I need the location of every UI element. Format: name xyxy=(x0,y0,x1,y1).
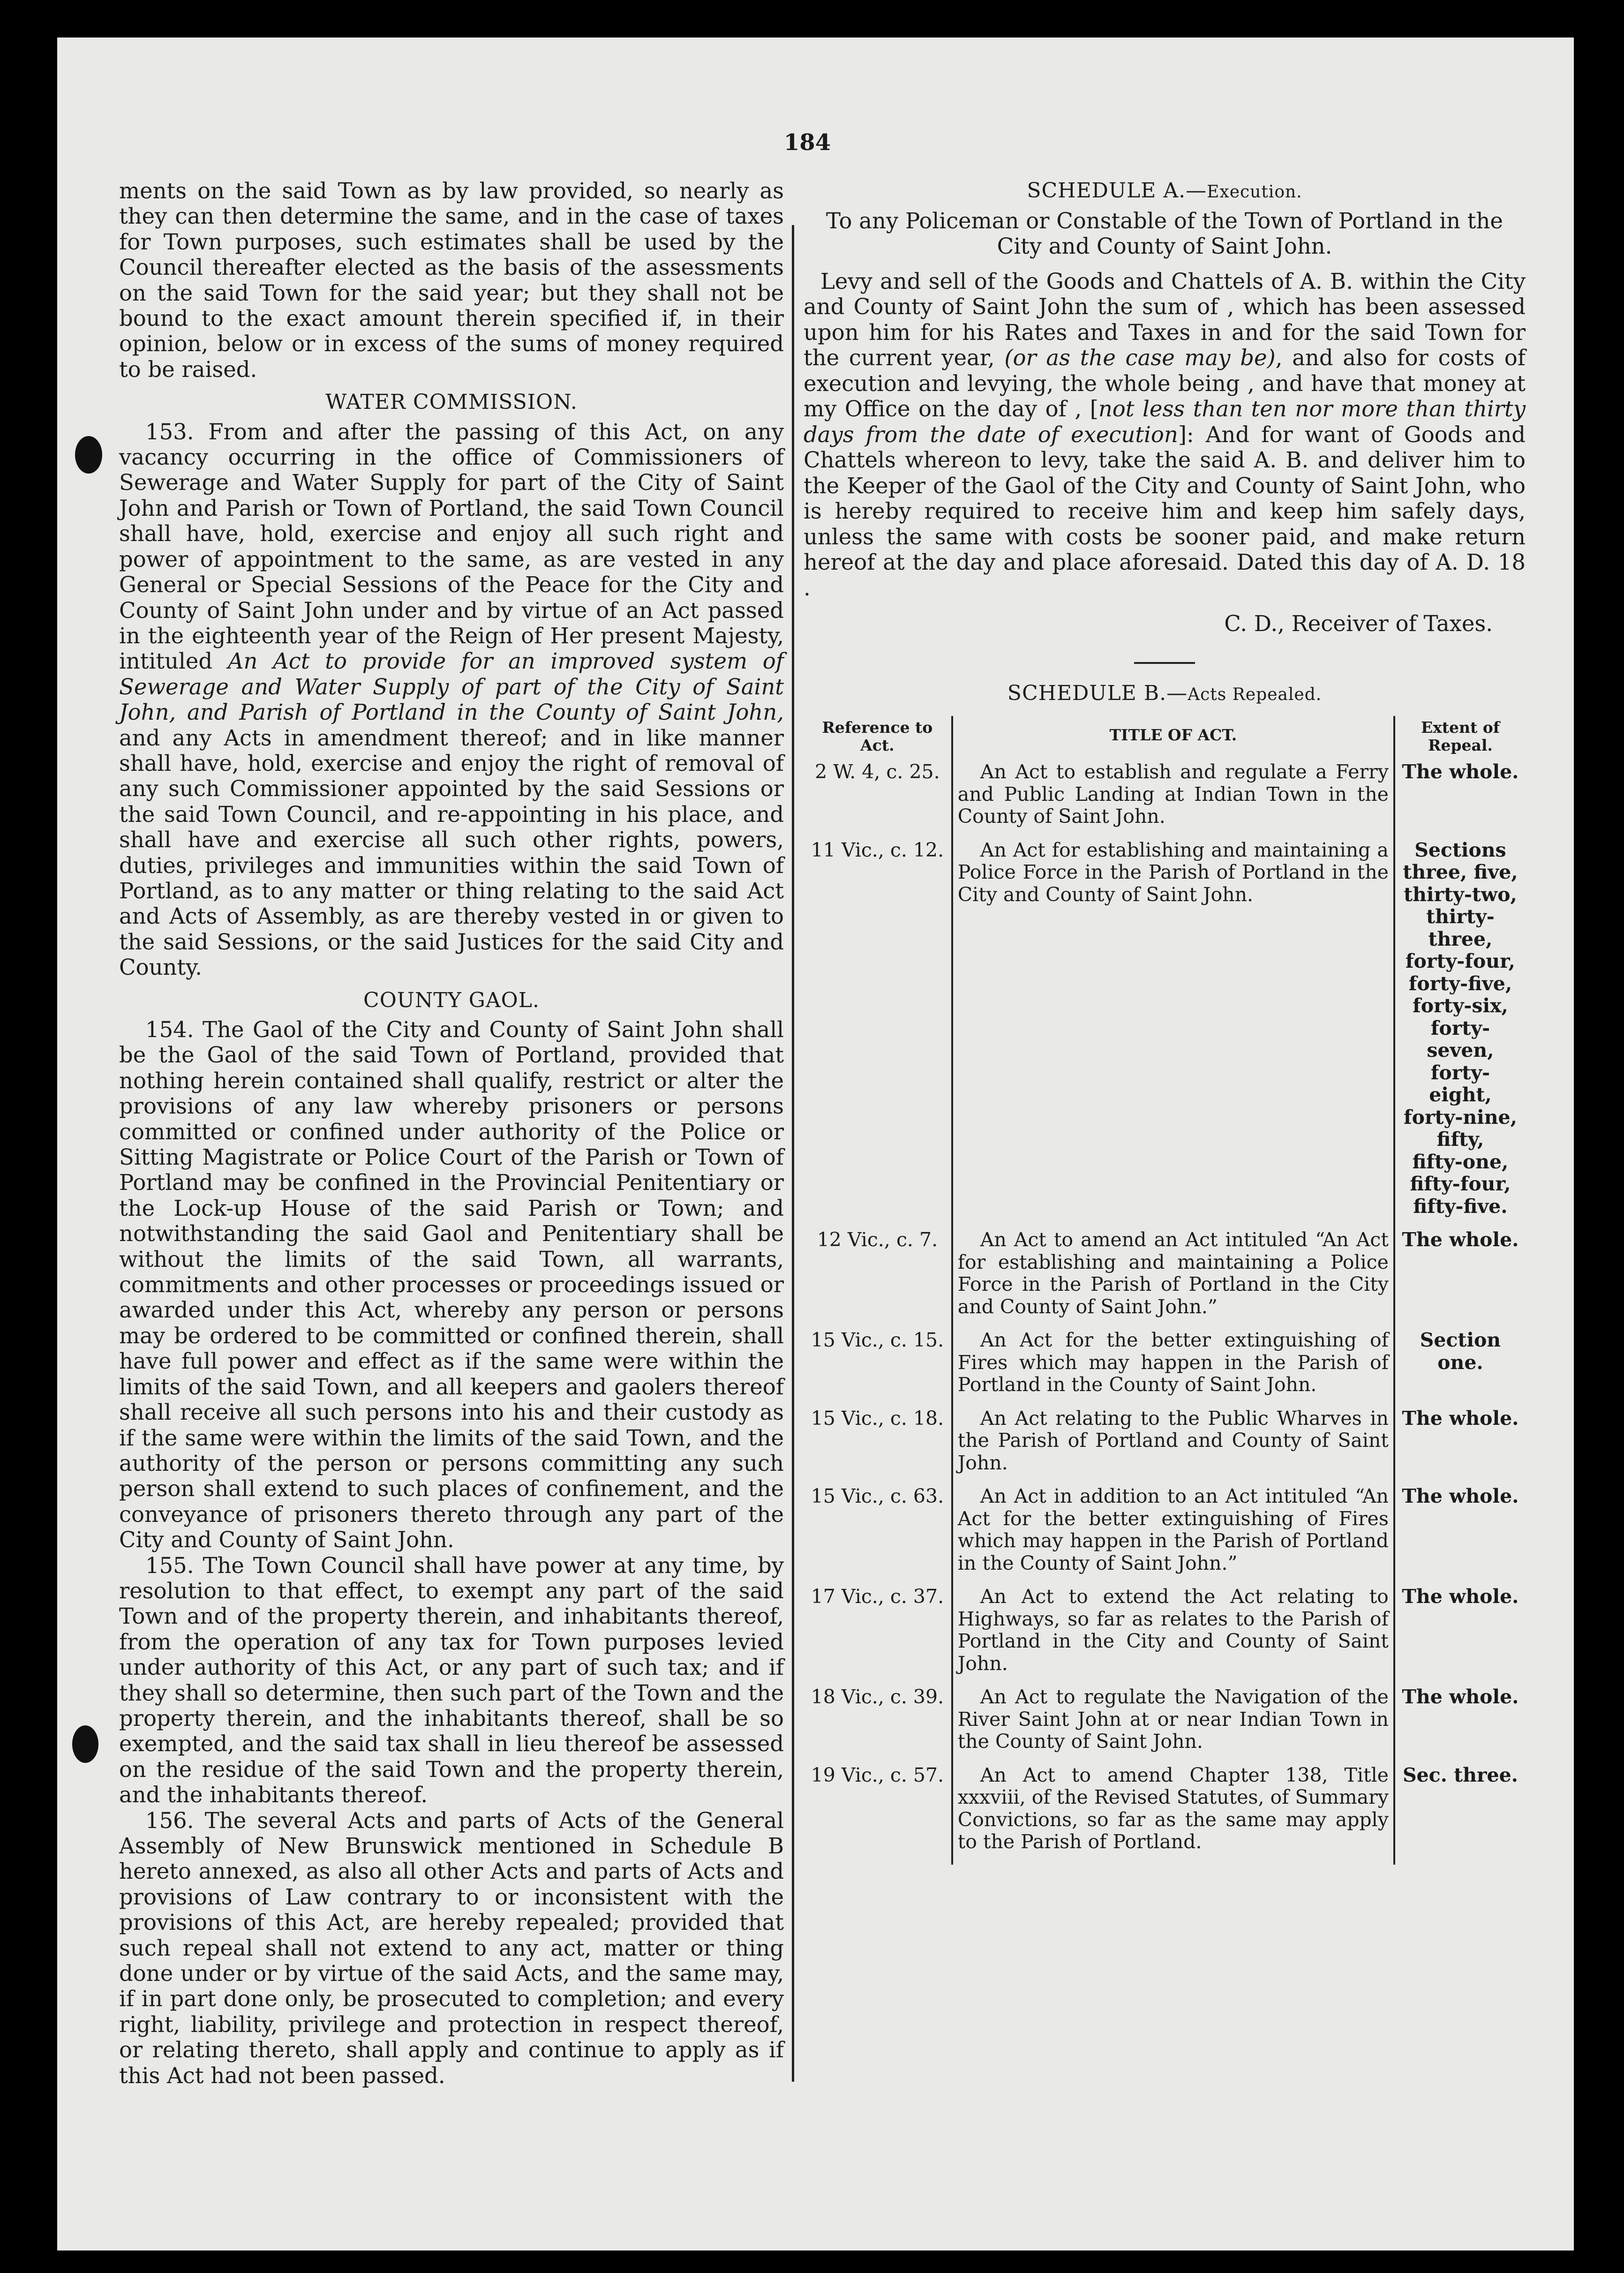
row-title-text: An Act to amend an Act intituled “An Act for establishing and maintaining a Police Force in the Parish of Portland in the City and County of Saint John.” xyxy=(957,1228,1389,1318)
row-extent-line: Section one. xyxy=(1420,1329,1501,1374)
page-number: 184 xyxy=(783,129,831,156)
row-title-text: An Act to regulate the Navigation of the River Saint John at or near Indian Town in the County of Saint John. xyxy=(957,1686,1389,1753)
table-row xyxy=(804,1485,1526,1586)
row-extent-line: Sections xyxy=(1414,838,1506,861)
warrant-part-1: Levy and sell of the Goods and Chattels of A. B. within the City and County of Saint John the sum of , which has been assessed upon him for his Rates and Taxes in and for the said Town for the current year, xyxy=(804,268,1526,370)
schedule-b-heading xyxy=(804,681,1526,708)
row-extent-line: The whole. xyxy=(1402,1228,1519,1251)
schedule-b-subtitle: Acts Repealed. xyxy=(1188,685,1322,704)
schedule-separator-rule xyxy=(1134,662,1195,664)
schedule-a-warrant xyxy=(804,269,1526,601)
section-156: 156. The several Acts and parts of Acts of the General Assembly of New Brunswick mentioned in Schedule B hereto annexed, as also all other Acts and parts of Acts and provisions of Law contrary to or inconsistent with the provisions of this Act, are hereby repealed; provided that such repeal shall not extend to any act, matter or thing done under or by virtue of the said Acts, and the same may, if in part done only, be prosecuted to completion; and every right, liability, privilege and protection in respect thereof, or relating thereto, shall apply and continue to apply as if this Act had not been passed. xyxy=(119,1807,784,2088)
row-extent xyxy=(1394,1764,1526,1865)
table-row xyxy=(804,839,1526,1229)
column-divider xyxy=(792,225,794,2082)
row-reference: 15 Vic., c. 18. xyxy=(811,1407,944,1430)
warrant-part-3: ]: And for want of Goods and Chattels whereon to levy, take the said A. B. and deliver him to the Keeper of the Gaol of the City and County of Saint John, who is hereby required to receive him and keep him safely days, unless the same with costs be sooner paid, and make return hereof at the day and place aforesaid. Dated this day of A. D. 18 . xyxy=(804,421,1526,601)
right-column xyxy=(804,178,1526,1865)
col-header-reference: Reference to Act. xyxy=(822,718,933,754)
row-title xyxy=(952,1329,1394,1407)
schedule-a-signature: C. D., Receiver of Taxes. xyxy=(1224,611,1493,636)
section-154: 154. The Gaol of the City and County of Saint John shall be the Gaol of the said Town of Portland, provided that nothing herein contained shall qualify, restrict or alter the provisions of any law whereby prisoners or persons committed or confined under authority of the Police or Sitting Magistrate or Police Court of the Parish or Town of Portland may be confined in the Provincial Penitentiary or the Lock-up House of the said Parish or Town; and notwithstanding the said Gaol and Penitentiary shall be without the limits of the said Town, all warrants, commitments and other processes or proceedings issued or awarded under this Act, whereby any person or persons may be ordered to be committed or confined therein, shall have full power and effect as if the same were within the limits of the said Town, and all keepers and gaolers thereof shall receive all such persons into his and their custody as if the same were within the limits of the said Town, and the authority of the person or persons committing any such person shall extend to such places of confinement, and the conveyance of prisoners thereto through any part of the City and County of Saint John. xyxy=(119,1017,784,1553)
row-extent-line: fifty, xyxy=(1436,1128,1484,1151)
binding-hole-mark xyxy=(75,436,102,474)
table-row xyxy=(804,1329,1526,1407)
row-extent-line: forty-eight, xyxy=(1429,1061,1492,1106)
row-reference: 15 Vic., c. 15. xyxy=(811,1329,944,1351)
row-extent-line: fifty-one, xyxy=(1412,1150,1509,1173)
row-extent-line: fifty-five. xyxy=(1413,1195,1508,1218)
table-header-row xyxy=(804,716,1526,761)
warrant-time-limit: not less than ten nor more than thirty days from the date of execution xyxy=(804,396,1526,447)
section-153-text: 153. From and after the passing of this Act, on any vacancy occurring in the office of Commissioners of Sewerage and Water Supply for part of the City of Saint John and Parish or Town of Portland, the said Town Council shall have, hold, exercise and enjoy all such right and power of appointment to the same, as are vested in any General or Special Sessions of the Peace for the City and County of Saint John under and by virtue of an Act passed in the eighteenth year of the Reign of Her present Majesty, intituled xyxy=(119,419,784,674)
row-title xyxy=(952,1764,1394,1865)
row-extent-line: forty-seven, xyxy=(1427,1016,1494,1061)
row-extent-line: The whole. xyxy=(1402,1485,1519,1507)
table-row xyxy=(804,1407,1526,1486)
row-reference: 15 Vic., c. 63. xyxy=(811,1485,944,1507)
row-title xyxy=(952,1229,1394,1329)
row-extent-line: fifty-four, xyxy=(1410,1173,1511,1195)
schedule-b-title: SCHEDULE B.— xyxy=(1007,681,1188,705)
row-extent-line: thirty-two, xyxy=(1404,883,1517,906)
document-page xyxy=(57,38,1574,2250)
row-title xyxy=(952,839,1394,1229)
row-extent xyxy=(1394,1485,1526,1586)
row-title xyxy=(952,1485,1394,1586)
row-reference: 2 W. 4, c. 25. xyxy=(815,760,940,783)
table-row xyxy=(804,1764,1526,1865)
row-title-text: An Act for establishing and maintaining a Police Force in the Parish of Portland in the City and County of Saint John. xyxy=(957,838,1389,906)
row-extent xyxy=(1394,761,1526,839)
row-title-text: An Act for the better extinguishing of Fires which may happen in the Parish of Portland in the County of Saint John. xyxy=(957,1329,1389,1396)
section-153-act-title: An Act to provide for an improved system of Sewerage and Water Supply of part of the City of Saint John, and Parish of Portland in the County of Saint John, xyxy=(119,648,784,725)
row-title xyxy=(952,1407,1394,1486)
row-title-text: An Act to amend Chapter 138, Title xxxviii, of the Revised Statutes, of Summary Convictions, so far as the same may apply to the Parish of Portland. xyxy=(957,1763,1389,1853)
row-reference: 18 Vic., c. 39. xyxy=(811,1686,944,1708)
row-title-text: An Act in addition to an Act intituled “An Act for the better extinguishing of Fires which may happen in the Parish of Portland in the County of Saint John.” xyxy=(957,1485,1389,1574)
table-row xyxy=(804,1586,1526,1686)
row-extent-line: Sec. three. xyxy=(1402,1763,1518,1786)
row-reference: 17 Vic., c. 37. xyxy=(811,1585,944,1608)
col-header-title: TITLE OF ACT. xyxy=(952,716,1394,761)
row-extent-line: forty-four, xyxy=(1405,950,1515,972)
opening-paragraph: ments on the said Town as by law provided, so nearly as they can then determine the same, and in the case of taxes for Town purposes, such estimates shall be used by the Council thereafter elected as the basis of the assessments on the said Town for the said year; but they shall not be bound to the exact amount therein specified if, in their opinion, below or in excess of the sums of money required to be raised. xyxy=(119,178,784,382)
row-extent-line: The whole. xyxy=(1402,1407,1519,1430)
table-row xyxy=(804,1686,1526,1764)
table-row xyxy=(804,761,1526,839)
schedule-a-title: SCHEDULE A.— xyxy=(1027,179,1207,203)
warrant-case-note: (or as the case may be) xyxy=(1004,345,1276,370)
warrant-part-2: , and also for costs of execution and levying, the whole being , and have that money at my Office on the day of , [ xyxy=(804,345,1526,421)
table-row xyxy=(804,1229,1526,1329)
row-extent-line: The whole. xyxy=(1402,760,1519,783)
row-title xyxy=(952,761,1394,839)
schedule-a-heading xyxy=(804,178,1526,205)
row-extent-line: forty-nine, xyxy=(1403,1106,1517,1129)
row-title-text: An Act relating to the Public Wharves in the Parish of Portland and County of Saint John. xyxy=(957,1407,1389,1474)
row-title xyxy=(952,1686,1394,1764)
row-extent xyxy=(1394,839,1526,1229)
binding-hole-mark xyxy=(72,1725,98,1763)
col-header-extent: Extent of Repeal. xyxy=(1421,718,1500,754)
heading-water-commission: WATER COMMISSION. xyxy=(325,390,578,414)
row-title-text: An Act to extend the Act relating to Highways, so far as relates to the Parish of Portland in the City and County of Saint John. xyxy=(957,1585,1389,1675)
row-extent xyxy=(1394,1686,1526,1764)
row-reference: 11 Vic., c. 12. xyxy=(811,838,944,861)
section-153-rest: and any Acts in amendment thereof; and in like manner shall have, hold, exercise and enjoy the right of removal of any such Commissioner appointed by the said Sessions or the said Town Council, and re-appointing in his place, and shall have and exercise all such other rights, powers, duties, privileges and immunities within the said Town of Portland, as to any matter or thing relating to the said Act and Acts of Assembly, as are thereby vested in or given to the said Sessions, or the said Justices for the said City and County. xyxy=(119,725,784,980)
left-column xyxy=(119,178,784,2088)
row-extent-line: thirty-three, xyxy=(1426,905,1495,950)
section-155: 155. The Town Council shall have power at any time, by resolution to that effect, to exempt any part of the said Town and of the property therein, and inhabitants thereof, from the operation of any tax for Town purposes levied under authority of this Act, or any part of such tax; and if they shall so determine, then such part of the Town and the property therein, and the inhabitants thereof, shall be so exempted, and the said tax shall in lieu thereof be assessed on the residue of the said Town and the property therein, and the inhabitants thereof. xyxy=(119,1552,784,1808)
row-title-text: An Act to establish and regulate a Ferry and Public Landing at Indian Town in the County of Saint John. xyxy=(957,760,1389,828)
row-extent-line: The whole. xyxy=(1402,1585,1519,1608)
row-extent xyxy=(1394,1586,1526,1686)
acts-repealed-table xyxy=(804,716,1526,1865)
row-title xyxy=(952,1586,1394,1686)
heading-county-gaol: COUNTY GAOL. xyxy=(363,988,540,1012)
section-153 xyxy=(119,419,784,980)
row-extent xyxy=(1394,1229,1526,1329)
schedule-a-addressee: To any Policeman or Constable of the Town of Portland in the City and County of Saint John. xyxy=(826,208,1503,259)
row-extent-line: forty-six, xyxy=(1413,994,1508,1017)
row-reference: 12 Vic., c. 7. xyxy=(817,1228,938,1251)
row-extent-line: The whole. xyxy=(1402,1686,1519,1708)
row-extent xyxy=(1394,1329,1526,1407)
schedule-a-subtitle: Execution. xyxy=(1207,182,1302,202)
row-extent-line: forty-five, xyxy=(1408,972,1512,995)
row-reference: 19 Vic., c. 57. xyxy=(811,1763,944,1786)
row-extent xyxy=(1394,1407,1526,1486)
row-extent-line: three, five, xyxy=(1403,861,1518,883)
